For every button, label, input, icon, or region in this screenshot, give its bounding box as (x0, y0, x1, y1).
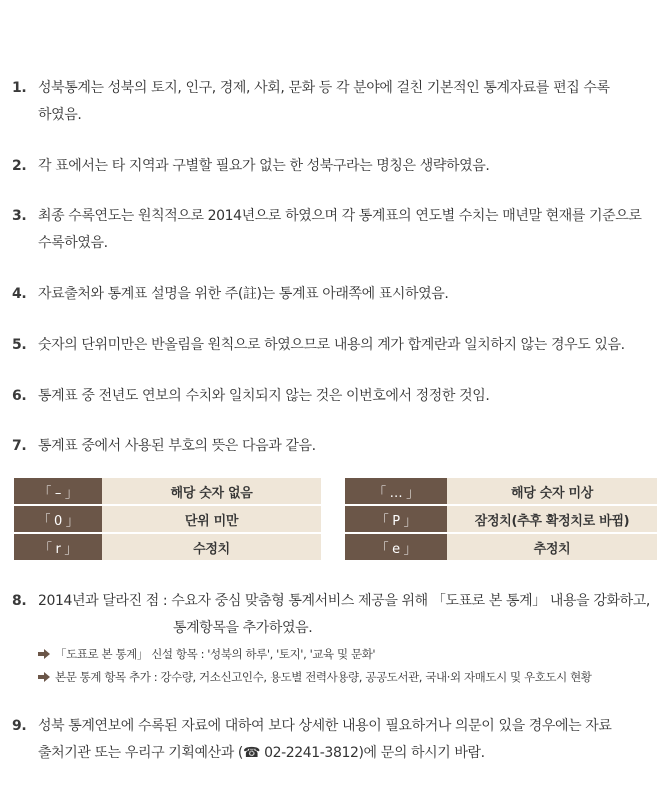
text-line: 2014년과 달라진 점 : 수요자 중심 맞춤형 통계서비스 제공을 위해 「도표로 본 통계」 내용을 강화하고, (38, 593, 650, 609)
arrow-right-icon (38, 672, 50, 682)
symbol-row (14, 478, 321, 506)
notice-item-5 (12, 332, 662, 359)
text-line: 출처기관 또는 우리구 기획예산과 (☎ 02-2241-3812)에 문의 하시기 바람. (38, 745, 485, 761)
meaning-cell: 추정치 (447, 534, 657, 562)
text-line: 통계항목을 추가하였음. (173, 620, 313, 636)
symbol-row (345, 506, 657, 534)
notice-item-2 (12, 153, 662, 180)
notice-item-4 (12, 281, 662, 308)
item-number: 3. (12, 208, 27, 224)
item-number: 5. (12, 337, 27, 353)
arrow-right-icon (38, 649, 50, 659)
item-text (38, 75, 662, 129)
item-text (38, 713, 662, 767)
item-text (38, 588, 662, 642)
item-text (38, 383, 662, 410)
text-line: 통계표 중에서 사용된 부호의 뜻은 다음과 같음. (38, 438, 316, 454)
item-text (38, 203, 662, 257)
item-text (38, 281, 662, 308)
text-line: 숫자의 단위미만은 반올림을 원칙으로 하였으므로 내용의 계가 합계란과 일치하지 않는 경우도 있음. (38, 337, 625, 353)
symbol-table-right (345, 478, 657, 562)
notice-item-6 (12, 383, 662, 410)
meaning-cell: 잠정치(추후 확정치로 바뀜) (447, 506, 657, 534)
notice-item-9 (12, 713, 662, 767)
text-line: 자료출처와 통계표 설명을 위한 주(註)는 통계표 아래쪽에 표시하였음. (38, 286, 449, 302)
notice-item-1 (12, 75, 662, 129)
notice-item-8 (12, 588, 662, 642)
meaning-cell: 수정치 (102, 534, 321, 562)
item-number: 2. (12, 158, 27, 174)
note-text: 「도표로 본 통계」 신설 항목 : '성북의 하루', '토지', '교육 및 문화' (55, 647, 376, 661)
note-text: 본문 통계 항목 추가 : 강수량, 거소신고인수, 용도별 전력사용량, 공공도서관, 국내·외 자매도시 및 우호도시 현황 (55, 670, 592, 684)
text-line: 성북 통계연보에 수록된 자료에 대하여 보다 상세한 내용이 필요하거나 의문이 있을 경우에는 자료 (38, 718, 612, 734)
meaning-cell: 해당 숫자 미상 (447, 478, 657, 506)
item-number: 8. (12, 593, 27, 609)
symbol-cell: 「 e 」 (345, 534, 447, 562)
notice-item-7 (12, 433, 662, 460)
item-text (38, 433, 662, 460)
text-line: 각 표에서는 타 지역과 구별할 필요가 없는 한 성북구라는 명칭은 생략하였음. (38, 158, 490, 174)
symbol-row (14, 534, 321, 562)
item-text (38, 332, 662, 359)
text-line: 하였음. (38, 107, 82, 123)
symbol-table-left (14, 478, 321, 562)
symbol-cell: 「 P 」 (345, 506, 447, 534)
symbol-cell: 「 0 」 (14, 506, 102, 534)
symbol-cell: 「 r 」 (14, 534, 102, 562)
text-line: 통계표 중 전년도 연보의 수치와 일치되지 않는 것은 이번호에서 정정한 것임. (38, 388, 490, 404)
symbol-cell: 「 … 」 (345, 478, 447, 506)
item-number: 1. (12, 80, 27, 96)
notice-item-3 (12, 203, 662, 257)
item-number: 6. (12, 388, 27, 404)
text-line: 성북통계는 성북의 토지, 인구, 경제, 사회, 문화 등 각 분야에 걸친 기본적인 통계자료를 편집 수록 (38, 80, 610, 96)
text-line: 최종 수록연도는 원칙적으로 2014년으로 하였으며 각 통계표의 연도별 수치는 매년말 현재를 기준으로 (38, 208, 642, 224)
text-line: 수록하였음. (38, 235, 108, 251)
symbol-row (345, 534, 657, 562)
symbol-cell: 「 – 」 (14, 478, 102, 506)
symbol-row (14, 506, 321, 534)
meaning-cell: 해당 숫자 없음 (102, 478, 321, 506)
item-number: 4. (12, 286, 27, 302)
meaning-cell: 단위 미만 (102, 506, 321, 534)
item-number: 9. (12, 718, 27, 734)
note-added-items (38, 667, 668, 687)
item-text (38, 153, 662, 180)
symbol-row (345, 478, 657, 506)
note-new-items (38, 644, 668, 664)
item-number: 7. (12, 438, 27, 454)
